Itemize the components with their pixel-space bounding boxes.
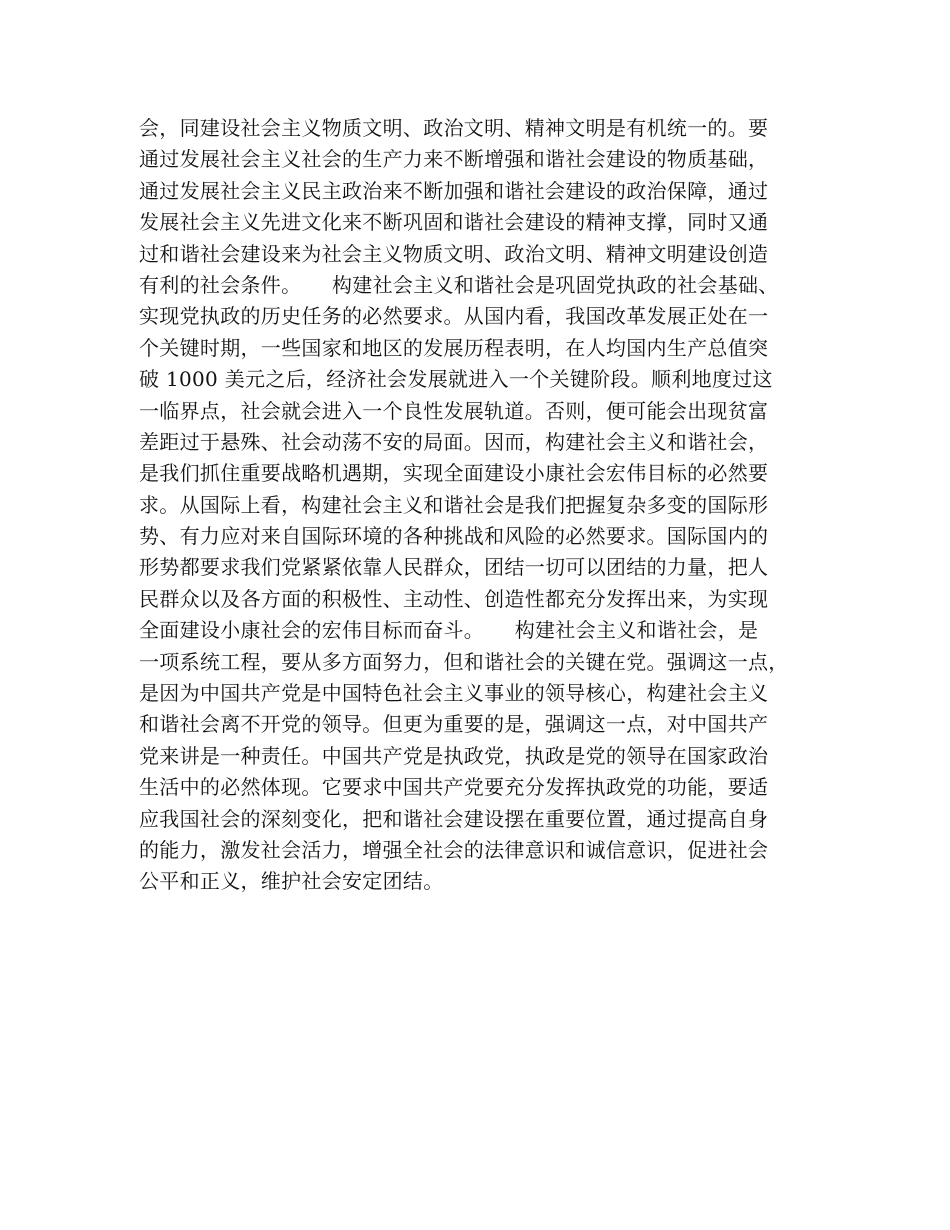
text-line: 发展社会主义先进文化来不断巩固和谐社会建设的精神支撑，同时又通 — [139, 210, 769, 235]
text-line: 公平和正义，维护社会安定团结。 — [139, 869, 444, 894]
text-line: 一临界点，社会就会进入一个良性发展轨道。否则，便可能会出现贫富 — [139, 398, 769, 423]
text-line: 应我国社会的深刻变化，把和谐社会建设摆在重要位置，通过提高自身 — [139, 806, 769, 831]
text-line: 破 1000 美元之后，经济社会发展就进入一个关键阶段。顺利地度过这 — [139, 367, 773, 392]
text-line: 个关键时期，一些国家和地区的发展历程表明，在人均国内生产总值突 — [139, 335, 769, 360]
body-text — [139, 113, 829, 898]
text-line: 全面建设小康社会的宏伟目标而奋斗。 构建社会主义和谐社会，是 — [139, 618, 759, 643]
text-line: 党来讲是一种责任。中国共产党是执政党，执政是党的领导在国家政治 — [139, 743, 769, 768]
text-line: 一项系统工程，要从多方面努力，但和谐社会的关键在党。强调这一点， — [139, 649, 789, 674]
text-line: 势、有力应对来自国际环境的各种挑战和风险的必然要求。国际国内的 — [139, 524, 769, 549]
text-line: 是因为中国共产党是中国特色社会主义事业的领导核心，构建社会主义 — [139, 681, 769, 706]
text-line: 会，同建设社会主义物质文明、政治文明、精神文明是有机统一的。要 — [139, 116, 769, 140]
text-line: 是我们抓住重要战略机遇期，实现全面建设小康社会宏伟目标的必然要 — [139, 461, 769, 486]
text-line: 通过发展社会主义社会的生产力来不断增强和谐社会建设的物质基础， — [139, 147, 769, 172]
text-line: 过和谐社会建设来为社会主义物质文明、政治文明、精神文明建设创造 — [139, 241, 769, 266]
text-line: 民群众以及各方面的积极性、主动性、创造性都充分发挥出来，为实现 — [139, 586, 769, 611]
text-line: 求。从国际上看，构建社会主义和谐社会是我们把握复杂多变的国际形 — [139, 492, 769, 517]
text-line: 通过发展社会主义民主政治来不断加强和谐社会建设的政治保障，通过 — [139, 178, 769, 203]
text-line: 实现党执政的历史任务的必然要求。从国内看，我国改革发展正处在一 — [139, 304, 769, 329]
text-line: 差距过于悬殊、社会动荡不安的局面。因而，构建社会主义和谐社会， — [139, 429, 769, 454]
text-line: 有利的社会条件。 构建社会主义和谐社会是巩固党执政的社会基础、 — [139, 272, 779, 297]
text-line: 和谐社会离不开党的领导。但更为重要的是，强调这一点，对中国共产 — [139, 712, 769, 737]
text-line: 形势都要求我们党紧紧依靠人民群众，团结一切可以团结的力量，把人 — [139, 555, 769, 580]
text-line: 的能力，激发社会活力，增强全社会的法律意识和诚信意识，促进社会 — [139, 837, 769, 862]
text-line: 生活中的必然体现。它要求中国共产党要充分发挥执政党的功能，要适 — [139, 775, 769, 800]
